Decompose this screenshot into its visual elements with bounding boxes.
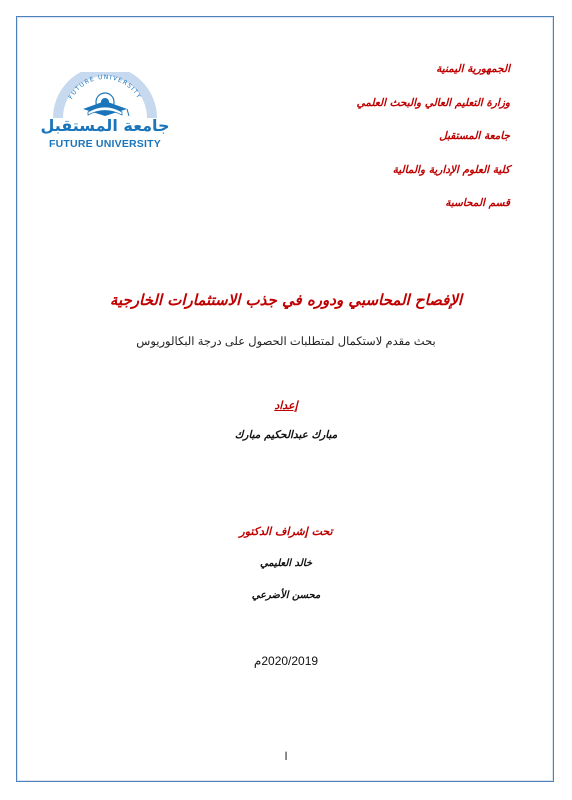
academic-year: 2020/2019م xyxy=(253,654,319,668)
header-line-department: قسم المحاسبة xyxy=(445,197,510,209)
author-name: مبارك عبدالحكيم مبارك xyxy=(234,429,338,441)
logo-arc-text: FUTURE UNIVERSITY xyxy=(67,73,143,101)
supervisor-name: محسن الأضرعي xyxy=(251,590,321,601)
prepared-by-label: إعداد xyxy=(274,399,298,412)
logo-arabic-name: جامعة المستقبل xyxy=(40,116,170,135)
university-logo xyxy=(34,72,176,160)
header-line-university: جامعة المستقبل xyxy=(439,130,510,142)
supervision-label: تحت إشراف الدكتور xyxy=(239,525,333,538)
header-line-country: الجمهورية اليمنية xyxy=(436,63,510,75)
header-line-ministry: وزارة التعليم العالي والبحث العلمي xyxy=(356,96,510,109)
institution-header xyxy=(280,62,510,230)
supervisor-name: خالد العليمي xyxy=(259,558,313,569)
thesis-title: الإفصاح المحاسبي ودوره في جذب الاستثمارات الخارجية xyxy=(109,291,463,309)
logo-english-name: FUTURE UNIVERSITY xyxy=(49,138,161,150)
header-line-faculty: كلية العلوم الإدارية والمالية xyxy=(392,163,510,176)
page-number: ا xyxy=(284,751,288,763)
thesis-subtitle: بحث مقدم لاستكمال لمتطلبات الحصول على درجة البكالوريوس xyxy=(136,336,436,348)
